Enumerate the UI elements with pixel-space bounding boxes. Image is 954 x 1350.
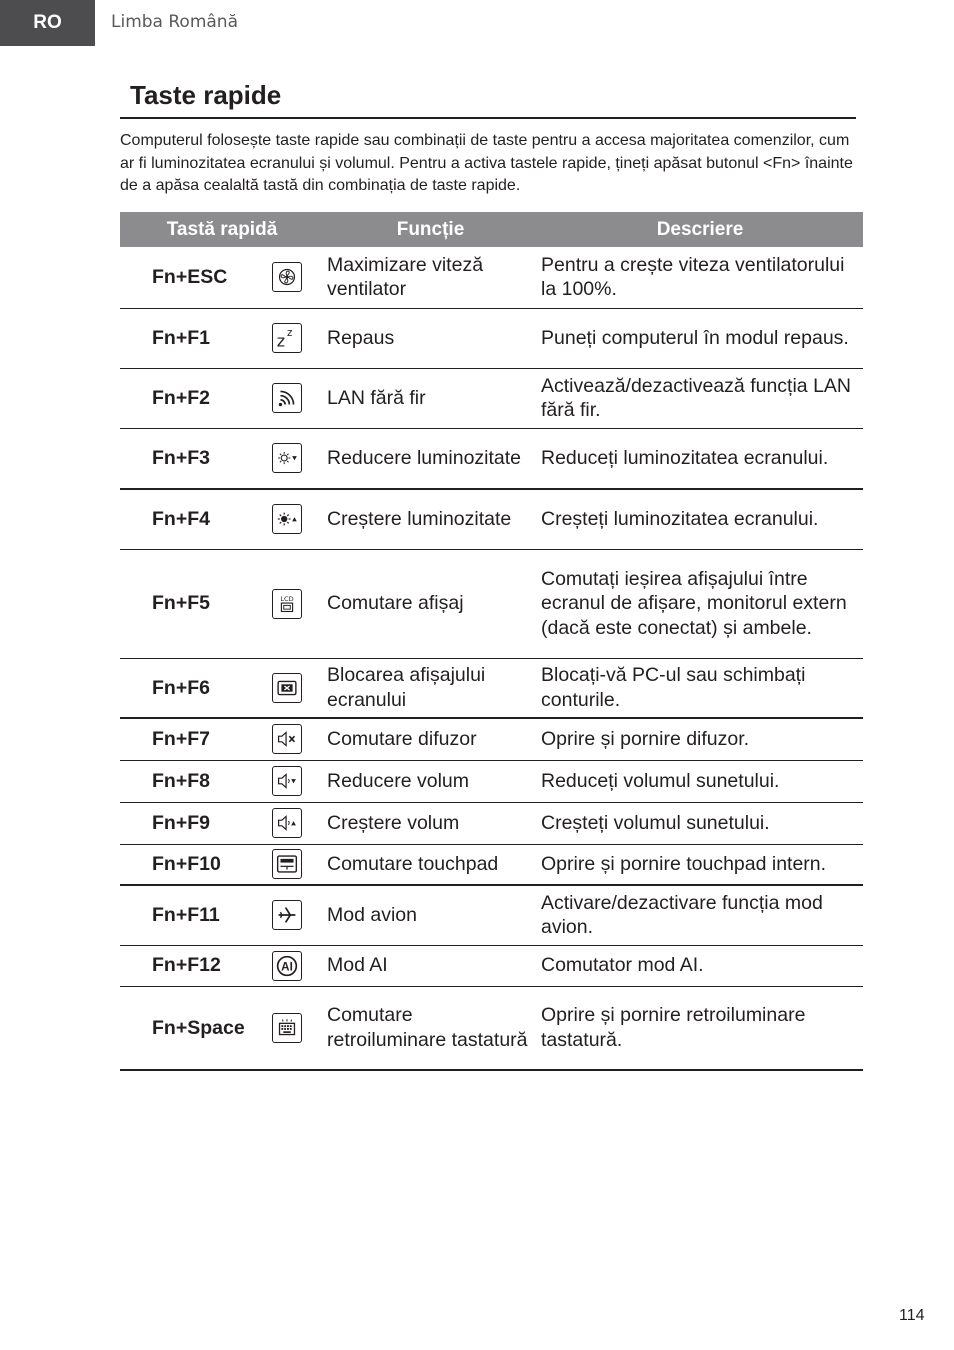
title-divider [120, 117, 856, 119]
volume-up-icon [272, 808, 302, 838]
language-name: Limba Română [111, 12, 238, 32]
function-cell: Blocarea afișajului ecranului [324, 658, 537, 718]
touchpad-icon [272, 849, 302, 879]
function-cell: Repaus [324, 308, 537, 368]
function-cell: Mod avion [324, 885, 537, 945]
description-cell: Pentru a crește viteza ventilatorului la 100%. [537, 247, 863, 308]
description-cell: Puneți computerul în modul repaus. [537, 308, 863, 368]
function-cell: Comutare touchpad [324, 844, 537, 885]
hotkey-cell: Fn+F4 [120, 489, 268, 549]
hotkey-cell: Fn+ESC [120, 247, 268, 308]
function-cell: Creștere volum [324, 802, 537, 844]
table-row [120, 760, 863, 802]
function-cell: Comutare afișaj [324, 549, 537, 658]
hotkey-cell: Fn+F6 [120, 658, 268, 718]
table-row [120, 844, 863, 885]
table-row [120, 885, 863, 945]
icon-cell [268, 308, 324, 368]
icon-cell [268, 658, 324, 718]
svg-text:AI: AI [281, 960, 293, 974]
description-cell: Blocați-vă PC-ul sau schimbați conturile. [537, 658, 863, 718]
volume-down-icon [272, 766, 302, 796]
hotkey-cell: Fn+F2 [120, 368, 268, 428]
description-cell: Oprire și pornire retroiluminare tastatură. [537, 986, 863, 1070]
hotkey-cell: Fn+F11 [120, 885, 268, 945]
hotkey-table [120, 212, 863, 1071]
icon-cell [268, 368, 324, 428]
icon-cell [268, 802, 324, 844]
language-tab: RO [0, 0, 95, 46]
header-description: Descriere [537, 212, 863, 247]
table-row [120, 718, 863, 760]
ai-mode-icon [272, 951, 302, 981]
icon-cell [268, 247, 324, 308]
icon-cell [268, 986, 324, 1070]
table-row [120, 945, 863, 986]
function-cell: Mod AI [324, 945, 537, 986]
brightness-up-icon [272, 504, 302, 534]
function-cell: Comutare difuzor [324, 718, 537, 760]
header-hotkey: Tastă rapidă [120, 212, 324, 247]
wireless-icon [272, 383, 302, 413]
keyboard-backlight-icon [272, 1013, 302, 1043]
description-cell: Oprire și pornire touchpad intern. [537, 844, 863, 885]
description-cell: Creșteți luminozitatea ecranului. [537, 489, 863, 549]
section-title: Taste rapide [130, 80, 282, 110]
hotkey-cell: Fn+F9 [120, 802, 268, 844]
intro-paragraph: Computerul folosește taste rapide sau combinații de taste pentru a accesa majoritatea comenzilor, cum ar fi luminozitatea ecranului și volumul. Pentru a activa tastele rapide, țineți apăsat butonul <Fn> înainte de a apăsa cealaltă tastă din combinația de taste rapide. [120, 132, 853, 194]
fan-icon [272, 262, 302, 292]
table-row [120, 802, 863, 844]
icon-cell [268, 844, 324, 885]
table-row [120, 489, 863, 549]
hotkey-cell: Fn+F12 [120, 945, 268, 986]
icon-cell [268, 885, 324, 945]
hotkey-cell: Fn+F10 [120, 844, 268, 885]
table-row [120, 247, 863, 308]
hotkey-cell: Fn+F3 [120, 428, 268, 489]
icon-cell [268, 549, 324, 658]
page-number: 114 [899, 1307, 925, 1324]
airplane-icon [272, 900, 302, 930]
table-row [120, 549, 863, 658]
function-cell: Reducere luminozitate [324, 428, 537, 489]
mute-icon [272, 724, 302, 754]
description-cell: Oprire și pornire difuzor. [537, 718, 863, 760]
table-row [120, 308, 863, 368]
icon-cell [268, 760, 324, 802]
hotkey-cell: Fn+F8 [120, 760, 268, 802]
lock-screen-icon [272, 673, 302, 703]
brightness-down-icon [272, 443, 302, 473]
function-cell: Comutare retroiluminare tastatură [324, 986, 537, 1070]
function-cell: Creștere luminozitate [324, 489, 537, 549]
table-header-row [120, 212, 863, 247]
description-cell: Creșteți volumul sunetului. [537, 802, 863, 844]
function-cell: Maximizare viteză ventilator [324, 247, 537, 308]
svg-text:z: z [276, 331, 286, 351]
hotkey-cell: Fn+F7 [120, 718, 268, 760]
display-switch-icon [272, 589, 302, 619]
hotkey-cell: Fn+Space [120, 986, 268, 1070]
icon-cell [268, 428, 324, 489]
hotkey-cell: Fn+F1 [120, 308, 268, 368]
sleep-icon [272, 323, 302, 353]
table-row [120, 658, 863, 718]
table-row [120, 368, 863, 428]
svg-text:LCD: LCD [280, 594, 294, 603]
function-cell: Reducere volum [324, 760, 537, 802]
icon-cell [268, 718, 324, 760]
table-row [120, 428, 863, 489]
table-row [120, 986, 863, 1070]
svg-text:z: z [287, 327, 293, 340]
header-function: Funcție [324, 212, 537, 247]
description-cell: Comutați ieșirea afișajului între ecranul de afișare, monitorul extern (dacă este conectat) și ambele. [537, 549, 863, 658]
icon-cell [268, 945, 324, 986]
icon-cell [268, 489, 324, 549]
description-cell: Comutator mod AI. [537, 945, 863, 986]
description-cell: Activare/dezactivare funcția mod avion. [537, 885, 863, 945]
hotkey-cell: Fn+F5 [120, 549, 268, 658]
description-cell: Activează/dezactivează funcția LAN fără fir. [537, 368, 863, 428]
function-cell: LAN fără fir [324, 368, 537, 428]
description-cell: Reduceți luminozitatea ecranului. [537, 428, 863, 489]
description-cell: Reduceți volumul sunetului. [537, 760, 863, 802]
